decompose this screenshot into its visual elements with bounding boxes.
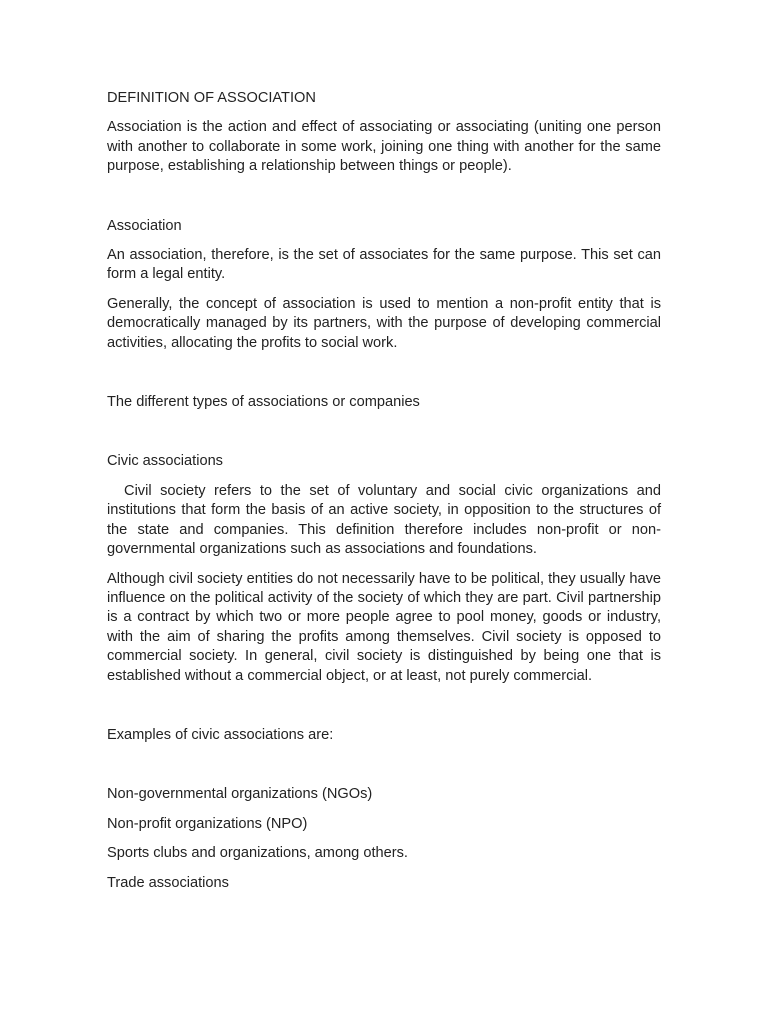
spacer bbox=[107, 686, 661, 726]
example-item-npo: Non-profit organizations (NPO) bbox=[107, 815, 308, 832]
document-title: DEFINITION OF ASSOCIATION bbox=[107, 90, 316, 106]
association-heading: Association bbox=[107, 217, 182, 234]
example-item-trade-associations: Trade associations bbox=[107, 874, 229, 891]
types-heading: The different types of associations or companies bbox=[107, 394, 420, 411]
spacer bbox=[107, 745, 661, 785]
spacer bbox=[107, 236, 661, 246]
spacer bbox=[107, 285, 661, 295]
civic-heading: Civic associations bbox=[107, 453, 223, 470]
civic-paragraph-1: Civil society refers to the set of voluntary and social civic organizations and institutions that form the basis of an active society, in opposition to the structures of the state and companies. This definition therefore includes non-profit or non-governmental organizations such as associations and foundations. bbox=[107, 482, 661, 558]
document-page bbox=[107, 89, 661, 893]
spacer bbox=[107, 805, 661, 815]
spacer bbox=[107, 353, 661, 393]
intro-paragraph: Association is the action and effect of associating or associating (uniting one person with another to collaborate in some work, joining one thing with another for the same purpose, establishing a relationship between things or people). bbox=[107, 119, 661, 175]
spacer bbox=[107, 834, 661, 844]
association-paragraph-1: An association, therefore, is the set of associates for the same purpose. This set can form a legal entity. bbox=[107, 247, 661, 283]
example-item-ngo: Non-governmental organizations (NGOs) bbox=[107, 786, 373, 803]
spacer bbox=[107, 560, 661, 570]
spacer bbox=[107, 177, 661, 217]
spacer bbox=[107, 472, 661, 482]
examples-heading: Examples of civic associations are: bbox=[107, 726, 334, 743]
spacer bbox=[107, 412, 661, 452]
civic-paragraph-2: Although civil society entities do not necessarily have to be political, they usually have influence on the political activity of the society of which they are part. Civil partnership is a contract by which two or more people agree to pool money, goods or industry, with the aim of sharing the profits among themselves. Civil society is opposed to commercial society. In general, civil society is distinguished by being one that is established without a commercial object, or at least, not purely commercial. bbox=[107, 570, 661, 684]
example-item-sports-clubs: Sports clubs and organizations, among others. bbox=[107, 845, 408, 862]
spacer bbox=[107, 864, 661, 874]
association-paragraph-2: Generally, the concept of association is used to mention a non-profit entity that is democratically managed by its partners, with the purpose of developing commercial activities, allocating the profits to social work. bbox=[107, 295, 661, 351]
spacer bbox=[107, 108, 661, 118]
